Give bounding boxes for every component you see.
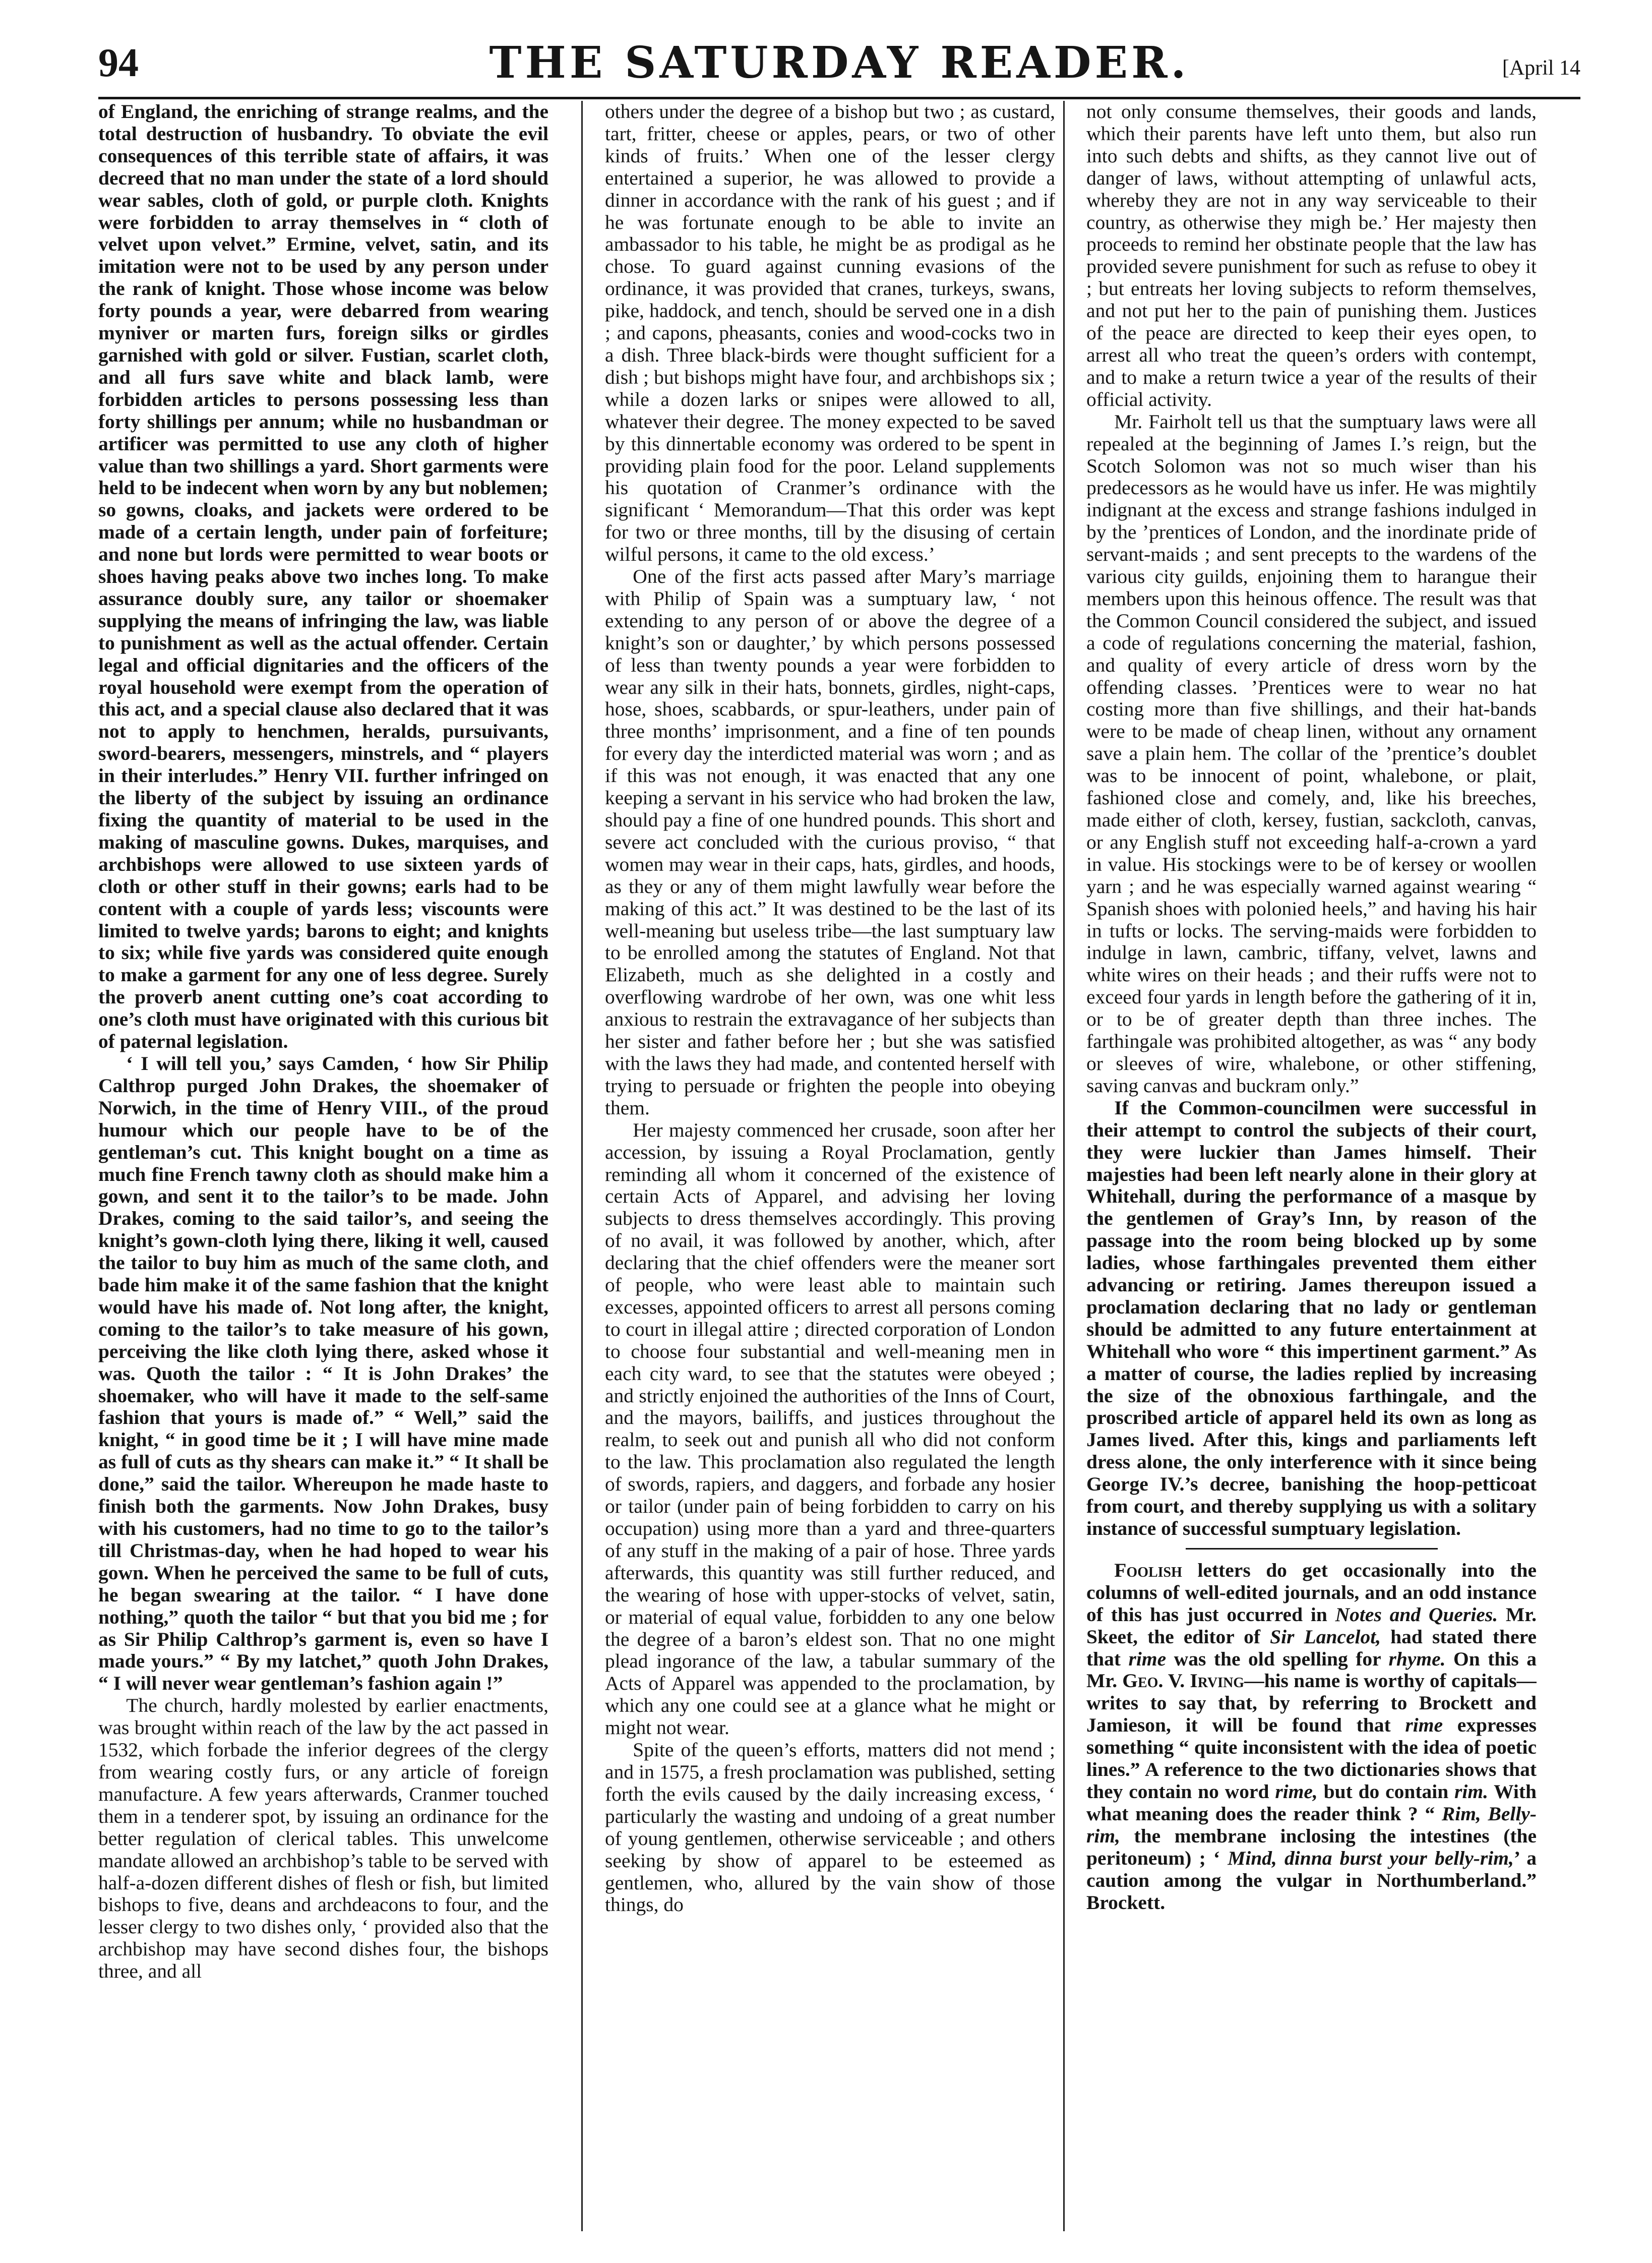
note-italic: rime,	[1275, 1780, 1318, 1803]
column-3	[1086, 101, 1537, 2231]
editorial-note	[1086, 1560, 1537, 1914]
paragraph: others under the degree of a bishop but two ; as custard, tart, fritter, cheese or apples, pears, or two of other kinds of fruits.’ When one of the lesser clergy entertained a superior, he was allowed to provide a dinner in accordance with the rank of his guest ; and if he was fortunate enough to be able to invite an ambassador to his table, he might be as prodigal as he chose. To guard against cunning evasions of the ordinance, it was provided that cranes, turkeys, swans, pike, haddock, and tench, should be served one in a dish ; and capons, pheasants, conies and wood-cocks two in a dish. Three black-birds were thought sufficient for a dish ; but bishops might have four, and archbishops six ; while a dozen larks or snipes were allowed to all, whatever their degree. The money expected to be saved by this dinnertable economy was ordered to be spent in providing plain food for the poor. Leland supplements his quotation of Cranmer’s ordinance with the significant ‘ Memorandum—That this order was kept for two or three months, till by the disusing of certain wilful persons, it came to the old excess.’	[605, 101, 1055, 566]
paragraph: ‘ I will tell you,’ says Camden, ‘ how Sir Philip Calthrop purged John Drakes, the shoemaker of Norwich, in the time of Henry VIII., of the proud humour which our people have to be of the gentleman’s cut. This knight bought on a time as much fine French tawny cloth as should make him a gown, and sent it to the tailor’s to be made. John Drakes, coming to the said tailor’s, and seeing the knight’s gown-cloth lying there, liking it well, caused the tailor to buy him as much of the same cloth, and bade him make it of the same fashion that the knight would have his made of. Not long after, the knight, coming to the tailor’s to take measure of his gown, perceiving the like cloth lying there, asked whose it was. Quoth the tailor : “ It is John Drakes’ the shoemaker, who will have it made to the self-same fashion that yours is made of.” “ Well,” said the knight, “ in good time be it ; I will have mine made as full of cuts as thy shears can make it.” “ It shall be done,” said the tailor. Whereupon he made haste to finish both the garments. Now John Drakes, busy with his customers, had no time to go to the tailor’s till Christmas-day, when he had hoped to wear his gown. When he perceived the same to be full of cuts, he began swearing at the tailor. “ I have done nothing,” quoth the tailor “ but that you bid me ; for as Sir Philip Calthrop’s garment is, even so have I made yours.” “ By my latchet,” quoth John Drakes, “ I will never wear gentleman’s fashion again !”	[98, 1052, 548, 1695]
column-2	[605, 101, 1055, 2231]
note-text: expresses something “ quite inconsistent with the idea of poetic lines.” A reference to the two dictionaries shows that they contain no word	[1086, 1714, 1537, 1803]
paragraph: not only consume themselves, their goods and lands, which their parents have left unto them, but also run into such debts and shifts, as they cannot live out of danger of laws, without attempting of unlawful acts, whereby they are not in any way serviceable to their country, as otherwise they migh be.’ Her majesty then proceeds to remind her obstinate people that the law has provided severe punishment for such as refuse to obey it ; but entreats her loving subjects to reform themselves, and not put her to the pain of punishing them. Justices of the peace are directed to keep their eyes open, to arrest all who treat the queen’s orders with contempt, and to make a return twice a year of the results of their official activity.	[1086, 101, 1537, 410]
paragraph: Spite of the queen’s efforts, matters did not mend ; and in 1575, a fresh proclamation was published, setting forth the evils caused by the daily increasing excess, ‘ particularly the wasting and undoing of a great number of young gentlemen, otherwise serviceable ; and others seeking by show of apparel to be esteemed as gentlemen, who, allured by the vain show of those things, do	[605, 1739, 1055, 1916]
paragraph: Her majesty commenced her crusade, soon after her accession, by issuing a Royal Proclamation, gently reminding all whom it concerned of the existence of certain Acts of Apparel, and advising her loving subjects to dress themselves accordingly. This proving of no avail, it was followed by another, which, after declaring that the chief offenders were the meaner sort of people, who were least able to maintain such excesses, appointed officers to arrest all persons coming to court in illegal attire ; directed corporation of London to choose four substantial and well-meaning men in each city ward, to see that the statutes were obeyed ; and strictly enjoined the authorities of the Inns of Court, and the mayors, bailiffs, and justices throughout the realm, to seek out and punish all who did not conform to the law. This proclamation also regulated the length of swords, rapiers, and daggers, and forbade any hosier or tailor (under pain of being forbidden to carry on his occupation) using more than a yard and three-quarters of any stuff in the making of a pair of hose. Three yards afterwards, this quantity was still further reduced, and the wearing of hose with upper-stocks of velvet, satin, or material of equal value, forbidden to any one below the degree of a baron’s eldest son. That no one might plead ingorance of the law, a tabular summary of the Acts of Apparel was appended to the proclamation, by which any one could see at a glance what he might or might not wear.	[605, 1118, 1055, 1739]
note-italic: Mind, dinna burst your belly-rim,	[1228, 1847, 1514, 1869]
header-rule	[98, 97, 1580, 99]
column-divider	[1063, 101, 1065, 2231]
section-divider	[1186, 1548, 1438, 1550]
note-italic: Sir Lancelot,	[1270, 1625, 1381, 1648]
note-italic: rhyme.	[1388, 1647, 1446, 1670]
note-italic: rim.	[1454, 1780, 1488, 1803]
column-1	[98, 101, 548, 2231]
paragraph: One of the first acts passed after Mary’s marriage with Philip of Spain was a sumptuary law, ‘ not extending to any person of or above the degree of a knight’s son or daughter,’ by which persons possessed of less than twenty pounds a year were forbidden to wear any silk in their hats, bonnets, girdles, night-caps, hose, shoes, scabbards, or spur-leathers, under pain of three months’ imprisonment, and a fine of ten pounds for every day the interdicted material was worn ; and as if this was not enough, it was enacted that any one keeping a servant in his service who had broken the law, should pay a fine of one hundred pounds. This short and severe act concluded with the curious proviso, “ that women may wear in their caps, hats, girdles, and hoods, as they or any of them might lawfully wear before the making of this act.” It was destined to be the last of its well-meaning but useless tribe—the last sumptuary law to be enrolled among the statutes of England. Not that Elizabeth, much as she delighted in a costly and overflowing wardrobe of her own, was one whit less anxious to restrain the extravagance of her subjects than her sister and father before her ; but she was satisfied with the laws they had made, and contented herself with trying to persuade or frighten the people into obeying them.	[605, 565, 1055, 1119]
note-author: Geo. V. Irving	[1122, 1670, 1245, 1692]
note-italic: Rim, Belly-rim,	[1086, 1802, 1537, 1847]
masthead-title: THE SATURDAY READER.	[489, 37, 1190, 88]
paragraph: of England, the enriching of strange realms, and the total destruction of husbandry. To obviate the evil consequences of this terrible state of affairs, it was decreed that no man under the state of a lord should wear sables, cloth of gold, or purple cloth. Knights were forbidden to array themselves in “ cloth of velvet upon velvet.” Ermine, velvet, satin, and its imitation were not to be used by any person under the rank of knight. Those whose income was below forty pounds a year, were debarred from wearing myniver or marten furs, foreign silks or girdles garnished with gold or silver. Fustian, scarlet cloth, and all furs save white and black lamb, were forbidden articles to persons possessing less than forty shillings per annum; while no husbandman or artificer was permitted to use any cloth of higher value than two shillings a yard. Short garments were held to be indecent when worn by any but noblemen; so gowns, cloaks, and jackets were ordered to be made of a certain length, under pain of forfeiture; and none but lords were permitted to wear boots or shoes having peaks above two inches long. To make assurance doubly sure, any tailor or shoemaker supplying the means of infringing the law, was liable to punishment as well as the actual offender. Certain legal and official dignitaries and the officers of the royal household were exempt from the operation of this act, and a special clause also declared that it was not to apply to henchmen, heralds, pursuivants, sword-bearers, messengers, minstrels, and “ players in their interludes.” Henry VII. further infringed on the liberty of the subject by issuing an ordinance fixing the quantity of material to be used in the making of masculine gowns. Dukes, marquises, and archbishops were allowed to use sixteen yards of cloth or other stuff in their gowns; earls had to be content with a couple of yards less; viscounts were limited to twelve yards; barons to eight; and knights to six; while five yards was considered quite enough to make a garment for any one of less degree. Surely the proverb anent cutting one’s coat according to one’s cloth must have originated with this curious bit of paternal legislation.	[98, 101, 548, 1053]
note-text: had stated there that	[1086, 1625, 1537, 1670]
note-text: ’ a caution among the vulgar in Northumberland.” Brockett.	[1086, 1847, 1537, 1914]
note-italic: rime	[1405, 1714, 1443, 1737]
note-text: With what meaning does the reader think ? “	[1086, 1780, 1537, 1825]
note-text: the membrane inclosing the intestines (the peritoneum) ; ‘	[1086, 1824, 1537, 1869]
paragraph: The church, hardly molested by earlier enactments, was brought within reach of the law by the act passed in 1532, which forbade the inferior degrees of the clergy from wearing costly furs, or any article of foreign manufacture. A few years afterwards, Cranmer touched them in a tenderer spot, by issuing an ordinance for the better regulation of clerical tables. This unwelcome mandate allowed an archbishop’s table to be served with half-a-dozen different dishes of flesh or fish, but limited bishops to five, deans and archdeacons to four, and the lesser clergy to two dishes only, ‘ provided also that the archbishop may have second dishes four, the bishops three, and all	[98, 1694, 548, 1983]
paragraph: If the Common-councilmen were successful in their attempt to control the subjects of their court, they were luckier than James himself. Their majesties had been left nearly alone in their glory at Whitehall, during the performance of a masque by the gentlemen of Gray’s Inn, by reason of the passage into the room being blocked up by some ladies, whose farthingales prevented them either advancing or retiring. James thereupon issued a proclamation declaring that no lady or gentleman should be admitted to any future entertainment at Whitehall who wore “ this impertinent garment.” As a matter of course, the ladies replied by increasing the size of the obnoxious farthingale, and the proscribed article of apparel held its own as long as James lived. After this, kings and parliaments left dress alone, the only interference with it since being George IV.’s decree, banishing the hoop-petticoat from court, and thereby supplying us with a solitary instance of successful sumptuary legislation.	[1086, 1096, 1537, 1539]
column-divider	[581, 101, 583, 2231]
note-italic: rime	[1128, 1647, 1167, 1670]
note-text: Mr. Skeet, the editor of	[1086, 1603, 1537, 1648]
issue-date: [April 14	[1502, 56, 1580, 80]
note-text: letters do get occasionally into the columns of well-edited journals, and an odd instance of this has just occurred in	[1086, 1559, 1537, 1626]
note-text: —his name is worthy of capitals—writes to say that, by referring to Brockett and Jamieson, it will be found that	[1086, 1670, 1537, 1737]
paragraph: Mr. Fairholt tell us that the sumptuary laws were all repealed at the beginning of James I.’s reign, but the Scotch Solomon was not so much wiser than his predecessors as he would have us infer. He was mightily indignant at the excess and strange fashions indulged in by the ’prentices of London, and the inordinate pride of servant-maids ; and sent precepts to the wardens of the various city guilds, enjoining them to harangue their members upon this heinous offence. The result was that the Common Council considered the subject, and issued a code of regulations concerning the material, fashion, and quality of every article of dress worn by the offending classes. ’Prentices were to wear no hat costing more than five shillings, and their hat-bands were to be made of cheap linen, without any ornament save a plain hem. The collar of the ’prentice’s doublet was to be innocent of point, whalebone, or plait, fashioned close and comely, and, like his breeches, made either of cloth, kersey, fustian, sackcloth, canvas, or any English stuff not exceeding half-a-crown a yard in value. His stockings were to be of kersey or woollen yarn ; and he was especially warned against wearing “ Spanish shoes with polonied heels,” and having his hair in tufts or locks. The serving-maids were forbidden to indulge in lawn, cambric, tiffany, velvet, lawns and white wires on their heads ; and their ruffs were not to exceed four yards in length before the gathering of it in, or to be of greater depth than three inches. The farthingale was prohibited altogether, as was “ any body or sleeves of wire, whalebone, or other stiffening, saving canvas and buckram only.”	[1086, 410, 1537, 1097]
note-text: but do contain	[1317, 1780, 1455, 1803]
page-number: 94	[98, 41, 139, 85]
note-text: was the old spelling for	[1166, 1647, 1389, 1670]
note-lead: Foolish	[1114, 1559, 1182, 1581]
note-italic: Notes and Queries.	[1335, 1603, 1498, 1626]
note-text: On this a Mr.	[1086, 1647, 1537, 1692]
page-header	[98, 30, 1580, 96]
